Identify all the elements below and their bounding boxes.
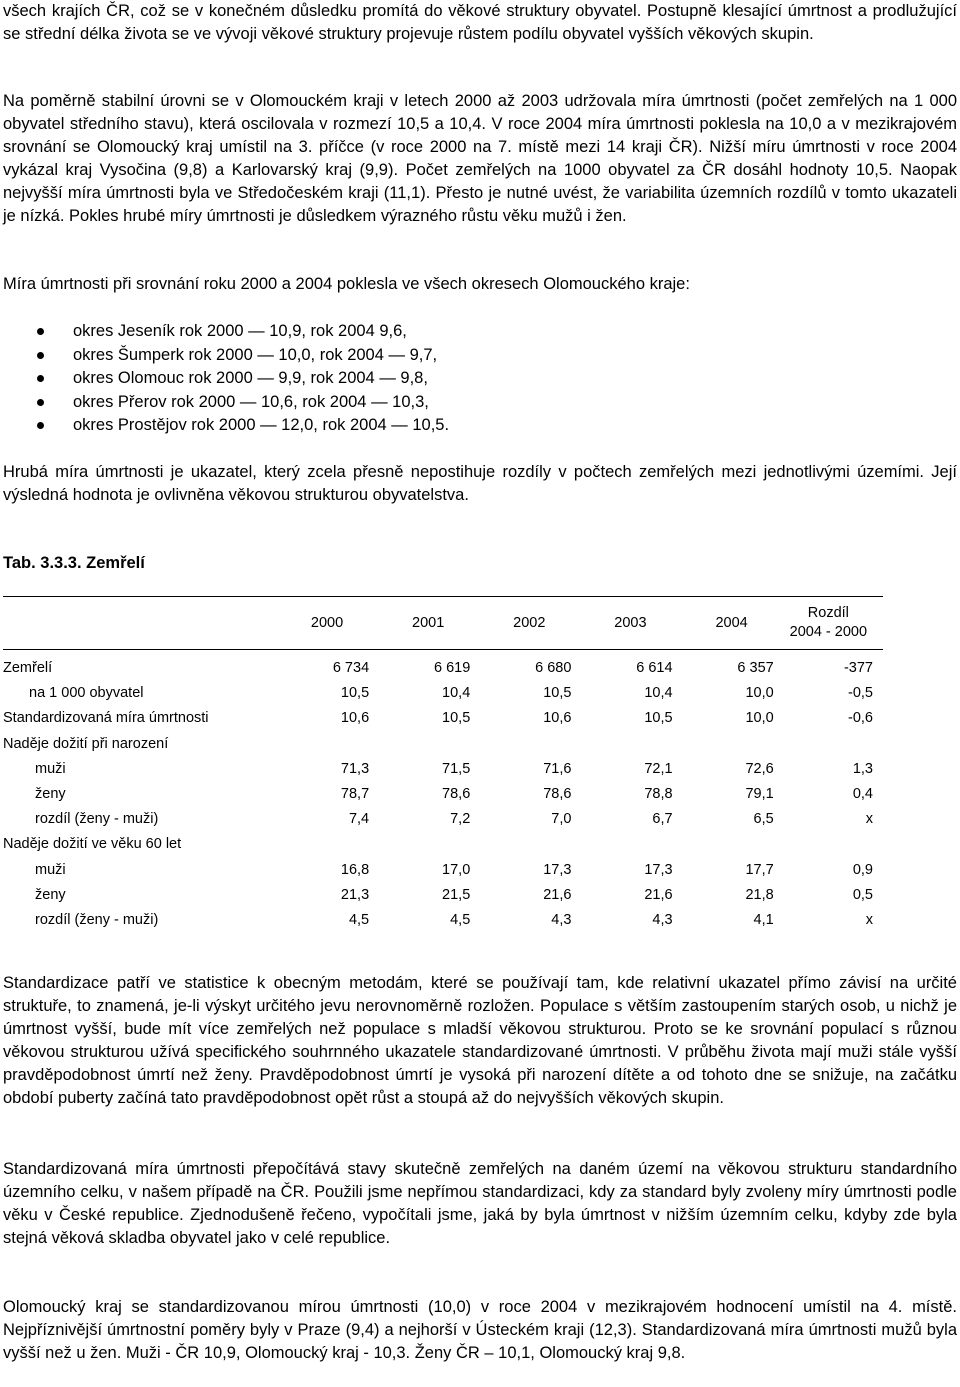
table-cell: 79,1 (745, 786, 774, 803)
list-item (3, 367, 449, 391)
table-row (3, 858, 883, 883)
table-cell: x (865, 811, 873, 828)
table-cell: 7,2 (450, 811, 471, 828)
table-cell: 17,3 (543, 861, 572, 878)
list-item (3, 414, 449, 438)
row-label: muži (35, 861, 66, 878)
row-label: Naděje dožití při narození (3, 735, 169, 752)
table-cell: 71,5 (442, 760, 471, 777)
row-label: muži (35, 760, 66, 777)
table-cell (246, 732, 369, 757)
table-header-cell: 2000 (246, 597, 369, 650)
table-cell: 4,1 (753, 911, 774, 928)
list-item-text: okres Jeseník rok 2000 — 10,9, rok 2004 9,6, (73, 322, 407, 340)
bullet-icon (37, 352, 44, 359)
bullet-icon (37, 328, 44, 335)
table-cell: 6,5 (753, 811, 774, 828)
table-body (3, 650, 883, 934)
list-item (3, 391, 449, 415)
list-item-text: okres Prostějov rok 2000 — 12,0, rok 2004 — 10,5. (73, 416, 450, 434)
table-cell (774, 832, 883, 857)
paragraph-districts-intro: Míra úmrtnosti při srovnání roku 2000 a 2004 poklesla ve všech okresech Olomouckého kraje: (3, 275, 690, 293)
table-cell: 78,7 (340, 786, 370, 803)
table-header-row (3, 597, 883, 650)
table-row (3, 832, 883, 857)
row-label: Zemřelí (3, 660, 53, 677)
table-cell: 10,4 (644, 685, 673, 702)
table-cell: 10,0 (745, 710, 774, 727)
table-cell: 21,3 (340, 886, 370, 903)
table-cell: 6 680 (535, 660, 572, 677)
table-cell (470, 732, 571, 757)
table-row (3, 706, 883, 731)
row-label: rozdíl (ženy - muži) (35, 911, 159, 928)
table-cell: 6,7 (652, 811, 673, 828)
table-row (3, 757, 883, 782)
diff-header-line2: 2004 - 2000 (789, 624, 868, 640)
table-cell: -0,5 (848, 685, 873, 702)
table-cell: 10,6 (543, 710, 572, 727)
table-row (3, 782, 883, 807)
bullet-icon (37, 399, 44, 406)
paragraph-intro: všech krajích ČR, což se v konečném důsledku promítá do věkové struktury obyvatel. Postupně klesající úmrtnost a prodlužující se střední délka života se ve vývoji věkové struktury projevuje růstem podílu obyvatel vyšších věkových skupin. (3, 2, 957, 43)
row-label: Standardizovaná míra úmrtnosti (3, 710, 209, 727)
table-cell: 10,6 (340, 710, 370, 727)
table-cell: 6 734 (332, 660, 370, 677)
bullet-icon (37, 422, 44, 429)
table-cell (369, 832, 470, 857)
table-cell: 0,9 (852, 861, 873, 878)
paragraph-standardization: Standardizace patří ve statistice k obecným metodám, které se používají tam, kde relativní ukazatel přímo závisí na určité struktuře, to znamená, je-li výskyt určitého jevu nerovnoměrně rozložen. Populace s větším zastoupením starých osob, u nichž je úmrtnost vyšší, bude mít více zemřelých než populace s mladší věkovou strukturou. Proto se ke srovnání populací s různou věkovou strukturou užívá specifického souhrnného ukazatele standardizované úmrtnosti. V průběhu života mají muži stále vyšší pravděpodobnost úmrtí než ženy. Pravděpodobnost úmrtí je vysoká při narození dítěte a od tohoto dne se snižuje, na začátku období puberty začíná tato pravděpodobnost opět růst a stoupá až do nejvyšších věkových skupin. (3, 974, 957, 1107)
table-cell: 21,5 (442, 886, 471, 903)
table-cell: 10,5 (644, 710, 673, 727)
table-cell: 10,5 (442, 710, 471, 727)
table-cell (571, 732, 672, 757)
table-cell: -377 (843, 660, 873, 677)
bullet-icon (37, 375, 44, 382)
table-cell: 6 619 (433, 660, 471, 677)
table-cell: 4,5 (450, 911, 471, 928)
deaths-table (3, 596, 883, 933)
table-header-cell: 2001 (369, 597, 470, 650)
table-cell (246, 832, 369, 857)
table-cell: 21,8 (745, 886, 774, 903)
table-cell: x (865, 911, 873, 928)
table-cell: 0,4 (852, 786, 873, 803)
row-label: Naděje dožití ve věku 60 let (3, 836, 182, 853)
table-cell (774, 732, 883, 757)
table-row (3, 807, 883, 832)
table-cell: 21,6 (543, 886, 572, 903)
table-cell: 71,6 (543, 760, 572, 777)
table-cell: 17,3 (644, 861, 673, 878)
list-item (3, 344, 449, 368)
table-row (3, 650, 883, 682)
table-cell: 0,5 (852, 886, 873, 903)
table-cell: 72,6 (745, 760, 774, 777)
list-item-text: okres Olomouc rok 2000 — 9,9, rok 2004 — 9,8, (73, 369, 428, 387)
district-list (3, 320, 449, 438)
table-cell (369, 732, 470, 757)
table-row (3, 681, 883, 706)
row-label: ženy (35, 886, 66, 903)
table-row (3, 908, 883, 933)
table-cell: 7,0 (551, 811, 572, 828)
table-header-diff (774, 597, 883, 650)
table-cell: 78,8 (644, 786, 673, 803)
paragraph-ranking: Olomoucký kraj se standardizovanou mírou úmrtnosti (10,0) v roce 2004 v mezikrajovém hodnocení umístil na 4. místě. Nejpříznivější úmrtnostní poměry byly v Praze (9,4) a nejhorší v Ústeckém kraji (12,3). Standardizovaná míra úmrtnosti mužů byla vyšší než u žen. Muži - ČR 10,9, Olomoucký kraj - 10,3. Ženy ČR – 10,1, Olomoucký kraj 9,8. (3, 1298, 957, 1362)
table-header-empty (3, 597, 246, 650)
table-cell: 1,3 (852, 760, 873, 777)
table-cell: 10,0 (745, 685, 774, 702)
table-cell: 21,6 (644, 886, 673, 903)
table-cell (673, 732, 774, 757)
paragraph-standardized-rate: Standardizovaná míra úmrtnosti přepočítává stavy skutečně zemřelých na daném území na věkovou strukturu standardního územního celku, v našem případě na ČR. Použili jsme nepřímou standardizaci, kdy za standard byly zvoleny míry úmrtnosti podle věku v České republice. Zjednodušeně řečeno, vypočítali jsme, jaká by byla úmrtnost v nižším územním celku, kdyby zde byla stejná věková skladba obyvatel jako v celé republice. (3, 1160, 957, 1247)
table-row (3, 883, 883, 908)
row-label: ženy (35, 786, 66, 803)
table-cell: 17,0 (442, 861, 471, 878)
row-label: na 1 000 obyvatel (29, 685, 144, 702)
table-header-cell: 2003 (571, 597, 672, 650)
table-cell: 16,8 (340, 861, 370, 878)
table-header-cell: 2004 (673, 597, 774, 650)
diff-header-line1: Rozdíl (807, 605, 849, 621)
list-item-text: okres Přerov rok 2000 — 10,6, rok 2004 — 10,3, (73, 392, 429, 411)
table-header-cell: 2002 (470, 597, 571, 650)
table-cell: 6 614 (636, 660, 673, 677)
table-cell: 78,6 (543, 786, 572, 803)
table-cell: 17,7 (745, 861, 774, 878)
row-label: rozdíl (ženy - muži) (35, 811, 159, 828)
table-cell (571, 832, 672, 857)
table-cell (673, 832, 774, 857)
table-cell: 10,5 (340, 685, 370, 702)
table-cell: 4,3 (551, 911, 572, 928)
table-cell: 72,1 (644, 760, 673, 777)
table-cell: 4,3 (652, 911, 673, 928)
table-cell: 4,5 (348, 911, 370, 928)
paragraph-crude-rate: Hrubá míra úmrtnosti je ukazatel, který zcela přesně nepostihuje rozdíly v počtech zemřelých mezi jednotlivými územími. Její výsledná hodnota je ovlivněna věkovou strukturou obyvatelstva. (3, 463, 957, 504)
list-item-text: okres Šumperk rok 2000 — 10,0, rok 2004 — 9,7, (73, 345, 438, 364)
paragraph-mortality-rate: Na poměrně stabilní úrovni se v Olomouckém kraji v letech 2000 až 2003 udržovala míra úmrtnosti (počet zemřelých na 1 000 obyvatel středního stavu), která oscilovala v rozmezí 10,5 a 10,4. V roce 2004 míra úmrtnosti poklesla na 10,0 a v mezikrajovém srovnání se Olomoucký kraj umístil na 3. příčce (v roce 2000 na 7. místě mezi 14 kraji ČR). Nižší míru úmrtnosti v roce 2004 vykázal kraj Vysočina (9,8) a Karlovarský kraj (9,9). Počet zemřelých na 1000 obyvatel za ČR dosáhl hodnoty 10,5. Naopak nejvyšší míra úmrtnosti byla ve Středočeském kraji (11,1). Přesto je nutné uvést, že variabilita územních rozdílů v tomto ukazateli je nízká. Pokles hrubé míry úmrtnosti je důsledkem výrazného růstu věku mužů i žen. (3, 92, 957, 225)
table-cell: 71,3 (340, 760, 370, 777)
table-cell: 6 357 (737, 660, 774, 677)
table-title: Tab. 3.3.3. Zemřelí (3, 554, 145, 572)
table-cell: 10,5 (543, 685, 572, 702)
table-cell: 10,4 (442, 685, 471, 702)
table-cell (470, 832, 571, 857)
table-cell: -0,6 (848, 710, 873, 727)
table-row (3, 732, 883, 757)
list-item (3, 320, 449, 344)
table-cell: 78,6 (442, 786, 471, 803)
table-cell: 7,4 (348, 811, 370, 828)
